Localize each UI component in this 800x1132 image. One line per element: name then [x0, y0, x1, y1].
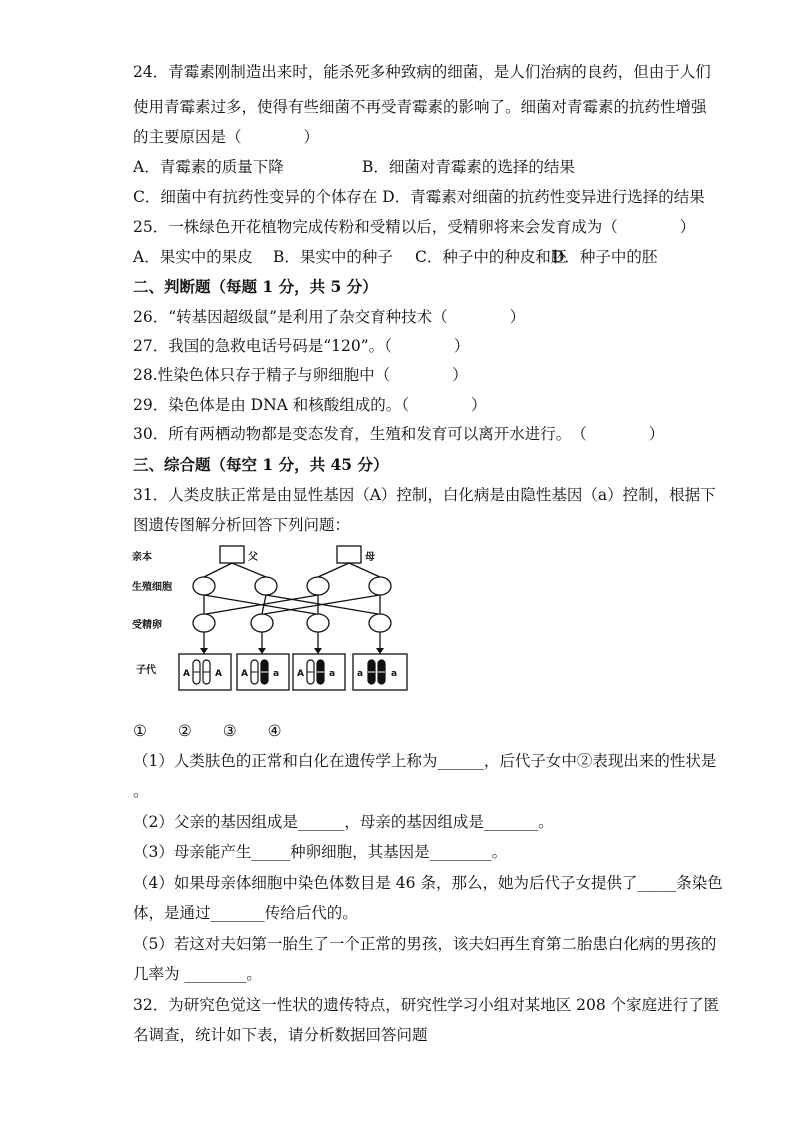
gamete-mother-2: [369, 577, 391, 595]
judge-item-26: 26．“转基因超级鼠”是利用了杂交育种技术（ ）: [133, 308, 526, 326]
label-mother: 母: [365, 552, 375, 563]
label-father: 父: [248, 552, 258, 563]
q31-sub-4-line-1: （4）如果母亲体细胞中染色体数目是 46 条，那么，她为后代子女提供了_____条染色: [133, 874, 723, 892]
q32-line-1: 32．为研究色觉这一性状的遗传特点，研究性学习小组对某地区 208 个家庭进行了匿: [133, 996, 720, 1014]
offspring-2-left-allele: A: [241, 669, 248, 679]
offspring-3: [293, 654, 345, 690]
offspring-numbers: ① ② ③ ④: [133, 722, 282, 740]
offspring-3-left-allele: A: [297, 669, 304, 679]
q24-line-2: 使用青霉素过多，使得有些细菌不再受青霉素的影响了。细菌对青霉素的抗药性增强: [133, 98, 707, 116]
q31-sub-5-line-1: （5）若这对夫妇第一胎生了一个正常的男孩，该夫妇再生育第二胎患白化病的男孩的: [133, 935, 717, 953]
inheritance-diagram: [132, 540, 422, 710]
gamete-father-2: [255, 577, 277, 595]
q25-option-d: D．种子中的胚: [552, 248, 658, 266]
q25-option-b: B．果实中的种子: [273, 248, 393, 266]
offspring-4: [353, 654, 407, 690]
label-gametes: 生殖细胞: [132, 582, 172, 593]
offspring-4-left-allele: a: [357, 669, 364, 679]
judge-item-27: 27．我国的急救电话号码是“120”。（ ）: [133, 337, 470, 355]
zygote-1: [193, 614, 215, 632]
q31-sub-2: （2）父亲的基因组成是______，母亲的基因组成是_______。: [133, 813, 554, 831]
mother-box: [337, 546, 361, 563]
q24-option-a: A．青霉素的质量下降: [133, 158, 284, 176]
q31-sub-5-line-2: 几率为 ________。: [133, 965, 262, 983]
label-parents: 亲本: [132, 552, 152, 563]
q32-line-2: 名调查，统计如下表，请分析数据回答问题: [133, 1026, 428, 1044]
section-2-heading: 二、判断题（每题 1 分，共 5 分）: [133, 277, 378, 296]
q24-line-3: 的主要原因是（ ）: [133, 128, 320, 146]
zygote-2: [251, 614, 273, 632]
offspring-1-right-allele: A: [215, 669, 222, 679]
q25-line-1: 25．一株绿色开花植物完成传粉和受精以后，受精卵将来会发育成为（ ）: [133, 218, 696, 236]
offspring-4-right-allele: a: [391, 669, 398, 679]
q25-option-a: A．果实中的果皮: [133, 248, 253, 266]
zygote-4: [369, 614, 391, 632]
q31-sub-4-line-2: 体，是通过_______传给后代的。: [133, 904, 358, 922]
zygote-3: [307, 614, 329, 632]
judge-item-28: 28.性染色体只存于精子与卵细胞中（ ）: [133, 366, 468, 384]
q24-option-cd: C．细菌中有抗药性变异的个体存在 D．青霉素对细菌的抗药性变异进行选择的结果: [133, 188, 705, 206]
q25-option-c: C．种子中的种皮和胚: [415, 248, 567, 266]
q31-sub-3: （3）母亲能产生_____种卵细胞，其基因是________。: [133, 843, 508, 861]
offspring-1-left-allele: A: [183, 669, 190, 679]
offspring-3-right-allele: a: [329, 669, 336, 679]
q31-line-2: 图遗传图解分析回答下列问题：: [133, 516, 351, 534]
offspring-2: [237, 654, 289, 690]
q31-sub-1-line-1: （1）人类肤色的正常和白化在遗传学上称为______，后代子女中②表现出来的性状是: [133, 752, 717, 770]
offspring-1: [179, 654, 231, 690]
gamete-father-1: [193, 577, 215, 595]
section-3-heading: 三、综合题（每空 1 分，共 45 分）: [133, 455, 389, 474]
judge-item-30: 30．所有两栖动物都是变态发育，生殖和发育可以离开水进行。 （ ）: [133, 425, 665, 443]
q24-option-b: B．细菌对青霉素的选择的结果: [362, 158, 575, 176]
q31-line-1: 31．人类皮肤正常是由显性基因（A）控制，白化病是由隐性基因（a）控制，根据下: [133, 486, 716, 504]
father-box: [220, 546, 244, 563]
q24-line-1: 24．青霉素刚制造出来时，能杀死多种致病的细菌，是人们治病的良药，但由于人们: [133, 63, 711, 81]
label-zygotes: 受精卵: [132, 620, 162, 631]
label-offspring: 子代: [136, 665, 156, 676]
q31-sub-1-line-2: 。: [133, 782, 149, 800]
offspring-2-right-allele: a: [273, 669, 280, 679]
judge-item-29: 29．染色体是由 DNA 和核酸组成的。（ ）: [133, 396, 487, 414]
gamete-mother-1: [307, 577, 329, 595]
